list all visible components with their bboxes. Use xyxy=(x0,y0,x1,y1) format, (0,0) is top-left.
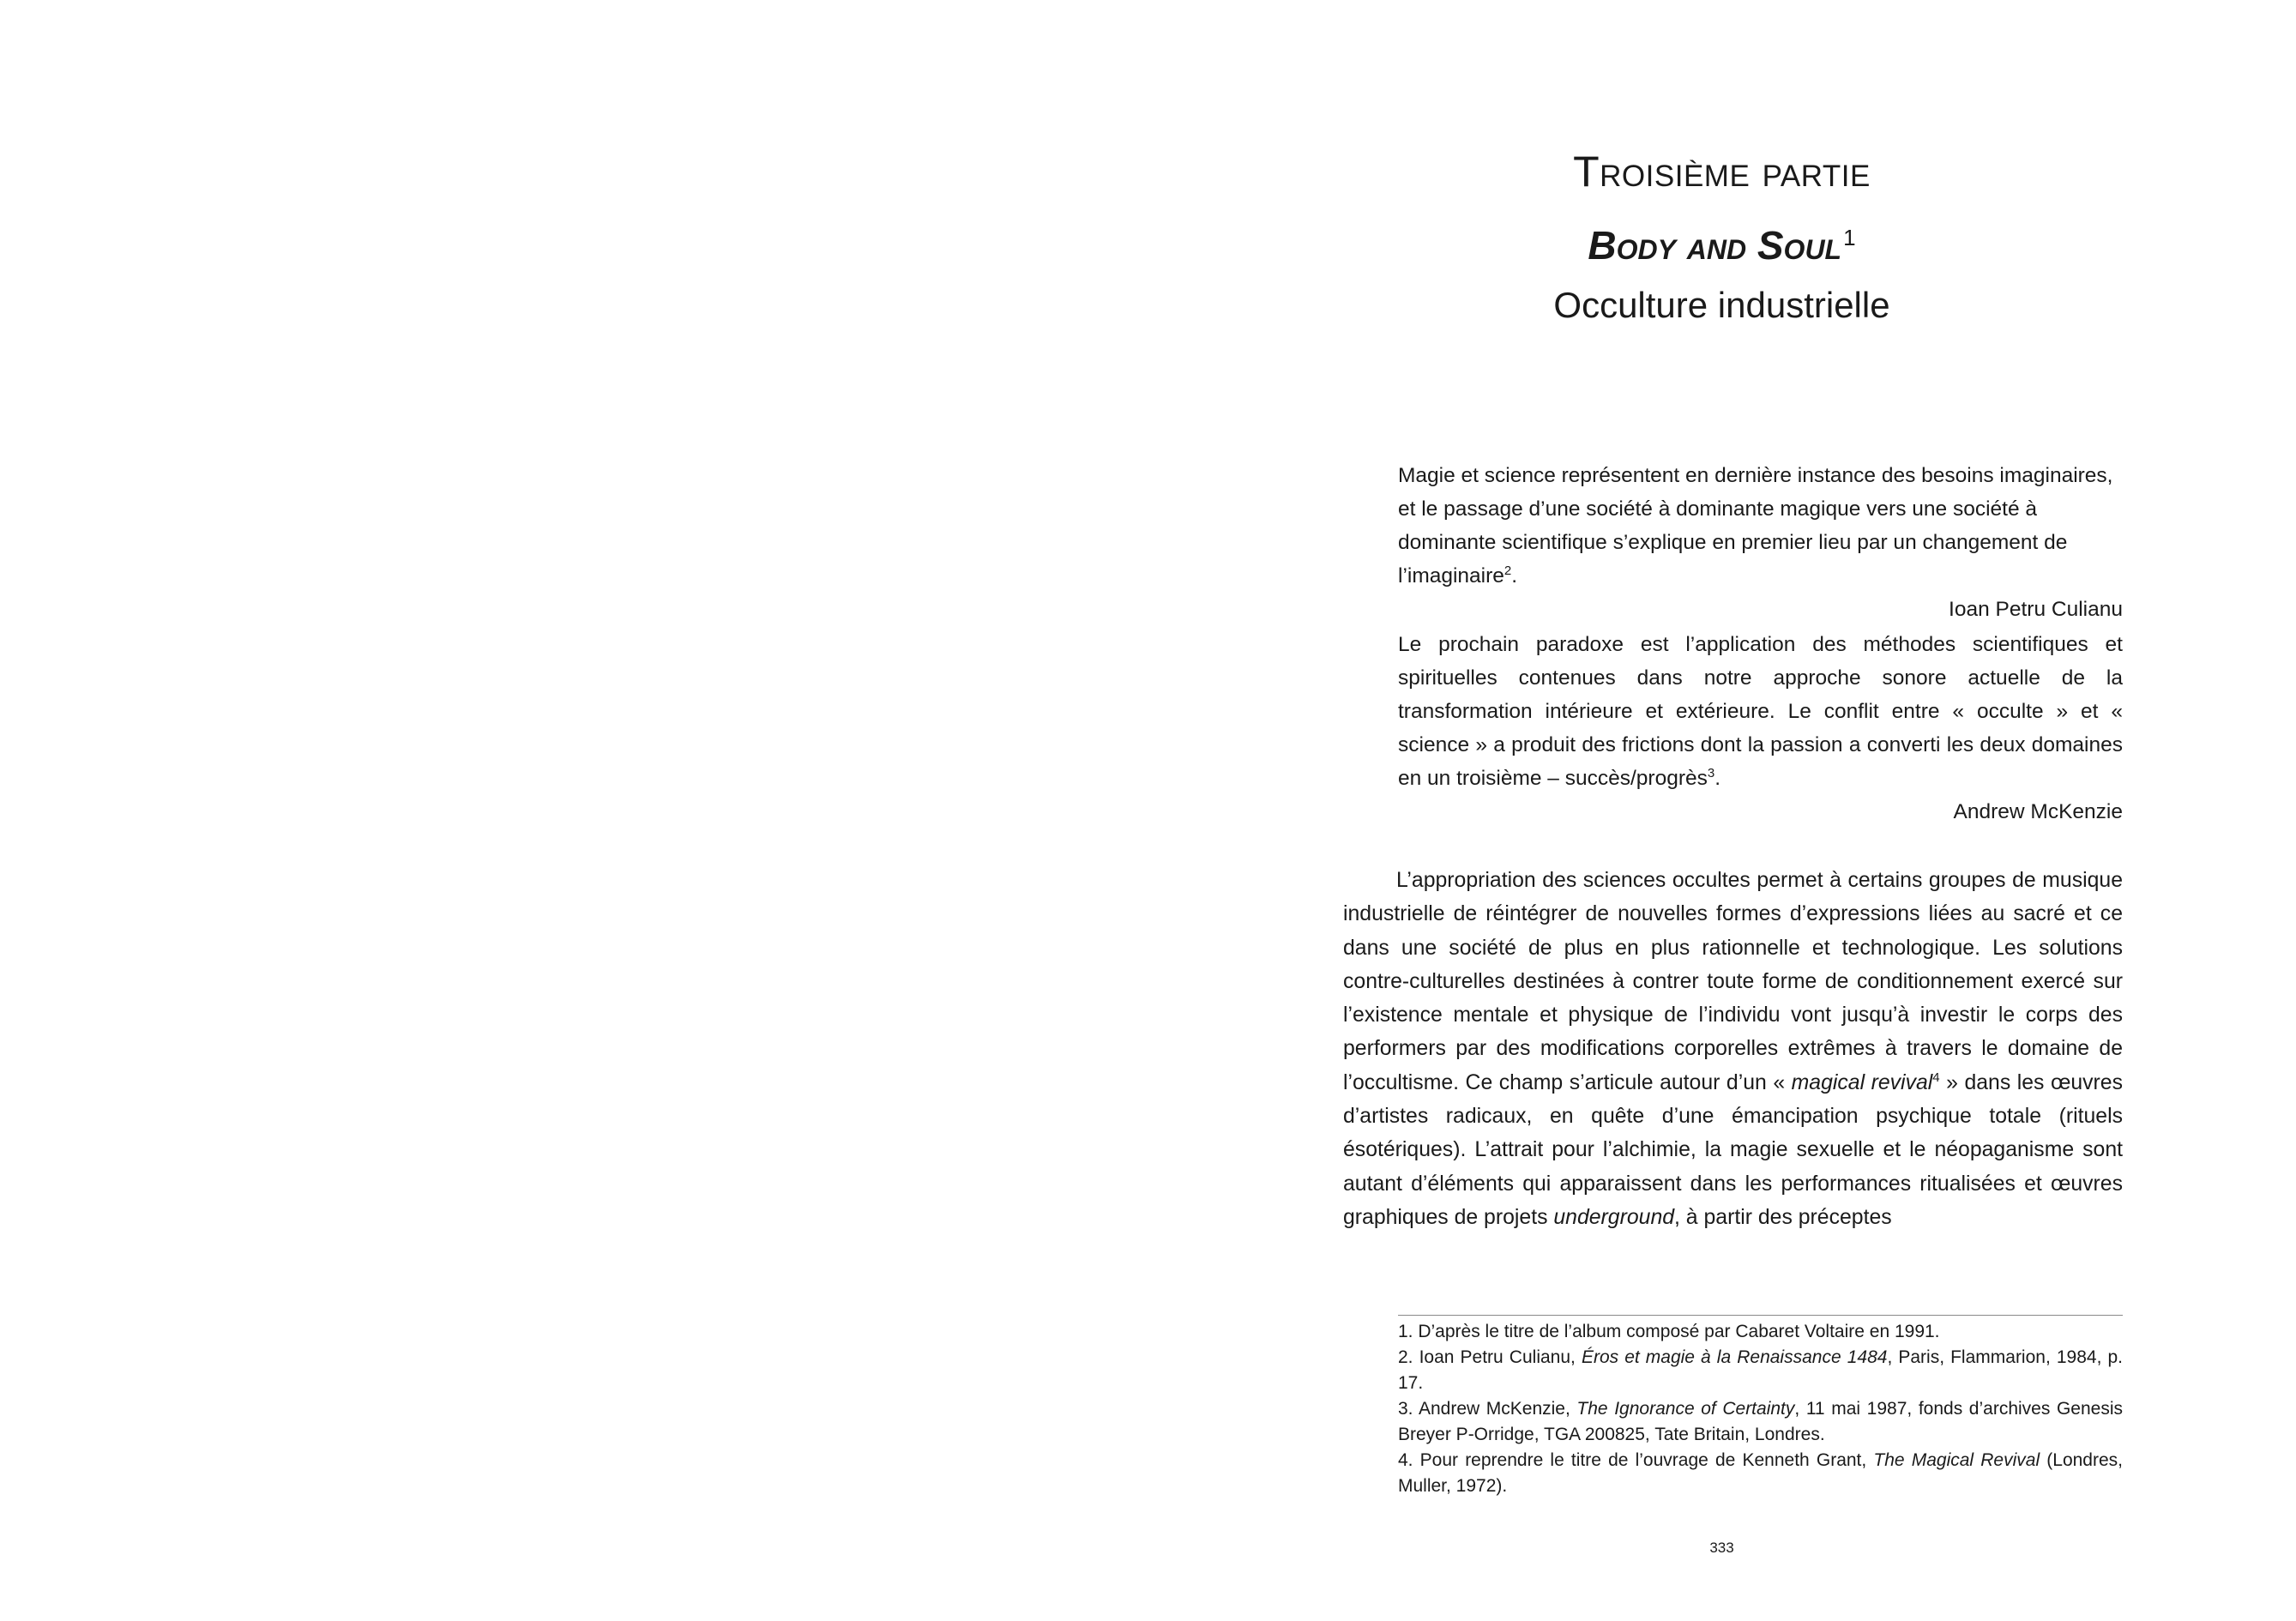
epigraph-author: Ioan Petru Culianu xyxy=(1949,598,2123,621)
epigraph-culianu xyxy=(1398,459,2123,626)
epigraph-text: Le prochain paradoxe est l’application des méthodes scientifiques et spirituelles contenues dans notre approche sonore actuelle de la transformation intérieure et extérieure. Le conflit entre « occulte » et « science » a produit des frictions dont la passion a converti les deux domaines en un troisième – succès/progrès$^3$. xyxy=(1398,633,2123,790)
part-title: Troisième partie xyxy=(1573,148,1871,196)
epigraph-text: Magie et science représentent en dernière instance des besoins imaginaires, et le passage d’une société à dominante magique vers une société à dominante scientifique s’explique en premier lieu par un changement de l’imaginaire$^2$. xyxy=(1398,464,2113,588)
footnote-1: 1. D’après le titre de l’album composé par Cabaret Voltaire en 1991. xyxy=(1398,1322,1940,1341)
footnote-ref: 2 xyxy=(1504,563,1512,578)
footnote-divider xyxy=(1398,1315,2123,1316)
italic-term: magical revival xyxy=(1791,1070,1933,1094)
footnotes xyxy=(1398,1319,2123,1499)
right-page xyxy=(1148,0,2296,1621)
epigraph-mckenzie xyxy=(1398,628,2123,829)
part-subtitle xyxy=(1148,210,2296,273)
page-number: 333 xyxy=(1709,1540,1734,1556)
italic-term: underground xyxy=(1553,1205,1675,1229)
part-subtitle-text: Body and Soul xyxy=(1588,223,1842,268)
epigraph-author: Andrew McKenzie xyxy=(1953,800,2123,823)
body-paragraph: L’appropriation des sciences occultes permet à certains groupes de musique industrielle de réintégrer de nouvelles formes d’expressions liées au sacré et ce dans une société de plus en plus rationnelle et technologique. Les solutions contre-culturelles destinées à contrer toute forme de conditionnement exercé sur l’existence mentale et physique de l’individu vont jusqu’à investir le corps des performers par des modifications corporelles extrêmes à travers le domaine de l’occultisme. Ce champ s’articule autour d’un « magical revival$^4$ » dans les œuvres d’artistes radicaux, en quête d’une émancipation psychique totale (rituels ésotériques). L’attrait pour l’alchimie, la magie sexuelle et le néopaganisme sont autant d’éléments qui apparaissent dans les performances ritualisées et œuvres graphiques de projets underground, à partir des préceptes xyxy=(1343,869,2123,1229)
footnote-2: 2. Ioan Petru Culianu, Éros et magie à la Renaissance 1484, Paris, Flammarion, 1984, p. 17. xyxy=(1398,1347,2124,1393)
footnote-3: 3. Andrew McKenzie, The Ignorance of Certainty, 11 mai 1987, fonds d’archives Genesis Breyer P-Orridge, TGA 200825, Tate Britain, Londres. xyxy=(1398,1399,2123,1444)
footnote-ref: 3 xyxy=(1707,766,1715,780)
footnote-ref: 4 xyxy=(1932,1070,1940,1085)
footnote-4: 4. Pour reprendre le titre de l’ouvrage de Kenneth Grant, The Magical Revival (Londres, Muller, 1972). xyxy=(1398,1450,2123,1496)
part-heading: Occulture industrielle xyxy=(1553,285,1890,325)
part-subtitle-note-ref: 1 xyxy=(1843,225,1856,250)
